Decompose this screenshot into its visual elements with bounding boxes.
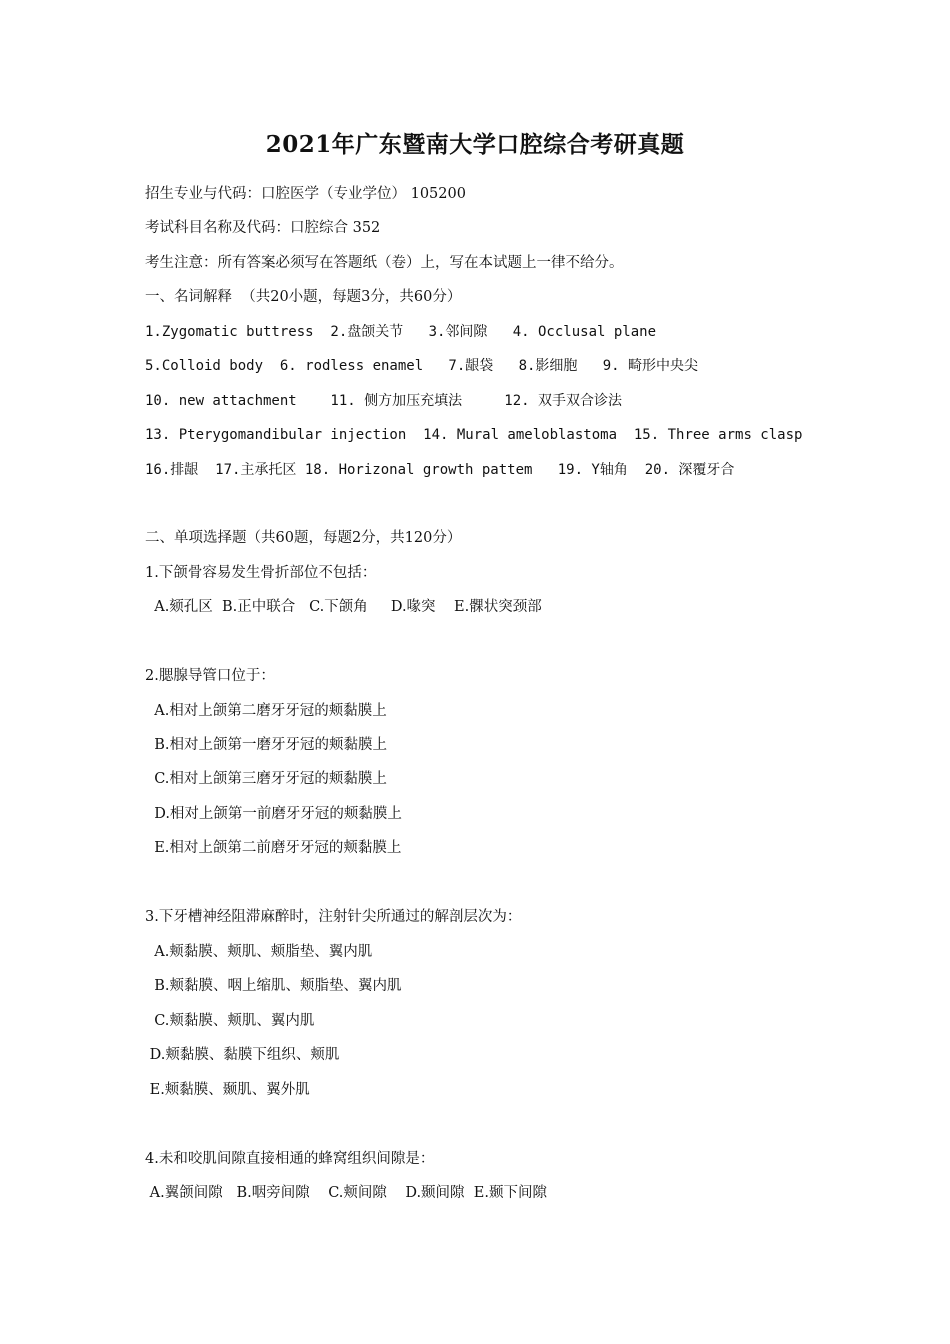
document-title: 2021年广东暨南大学口腔综合考研真题	[265, 131, 685, 158]
question-option: C.颊黏膜、颊肌、翼内肌	[145, 1013, 315, 1029]
question-option: A.相对上颌第二磨牙牙冠的颊黏膜上	[145, 703, 387, 719]
term-row: 5.Colloid body 6. rodless enamel 7.龈袋 8.影细胞 9. 畸形中央尖	[145, 358, 699, 374]
question-stem: 4.未和咬肌间隙直接相通的蜂窝组织间隙是：	[145, 1151, 435, 1167]
term-row: 10. new attachment 11. 侧方加压充填法 12. 双手双合诊法	[145, 393, 623, 409]
question-option: A.颏孔区 B.正中联合 C.下颌角 D.喙突 E.髁状突颈部	[145, 599, 542, 615]
question-option: C.相对上颌第三磨牙牙冠的颊黏膜上	[145, 771, 387, 787]
term-row: 13. Pterygomandibular injection 14. Mural ameloblastoma 15. Three arms clasp	[145, 427, 803, 443]
question-stem: 1.下颌骨容易发生骨折部位不包括：	[145, 565, 377, 581]
question-option: A.颊黏膜、颊肌、颊脂垫、翼内肌	[145, 944, 373, 960]
subject-line: 考试科目名称及代码：口腔综合 352	[145, 220, 381, 236]
question-stem: 3.下牙槽神经阻滞麻醉时，注射针尖所通过的解剖层次为：	[145, 909, 522, 925]
question-option: A.翼颌间隙 B.咽旁间隙 C.颊间隙 D.颞间隙 E.颞下间隙	[145, 1185, 547, 1201]
term-row: 16.排龈 17.主承托区 18. Horizonal growth pattem 19. Y轴角 20. 深覆牙合	[145, 462, 735, 478]
section1-heading: 一、名词解释 （共20小题，每题3分，共60分）	[145, 289, 462, 305]
question-option: B.颊黏膜、咽上缩肌、颊脂垫、翼内肌	[145, 978, 402, 994]
term-row: 1.Zygomatic buttress 2.盘颌关节 3.邻间隙 4. Occlusal plane	[145, 324, 657, 340]
section2-heading: 二、单项选择题（共60题，每题2分，共120分）	[145, 530, 462, 546]
question-option: E.颊黏膜、颞肌、翼外肌	[145, 1082, 310, 1098]
notice-line: 考生注意：所有答案必须写在答题纸（卷）上，写在本试题上一律不给分。	[145, 255, 624, 271]
question-option: D.颊黏膜、黏膜下组织、颊肌	[145, 1047, 340, 1063]
question-option: B.相对上颌第一磨牙牙冠的颊黏膜上	[145, 737, 387, 753]
major-line: 招生专业与代码：口腔医学（专业学位） 105200	[145, 186, 466, 202]
question-option: E.相对上颌第二前磨牙牙冠的颊黏膜上	[145, 840, 402, 856]
question-stem: 2.腮腺导管口位于：	[145, 668, 275, 684]
question-option: D.相对上颌第一前磨牙牙冠的颊黏膜上	[145, 806, 402, 822]
